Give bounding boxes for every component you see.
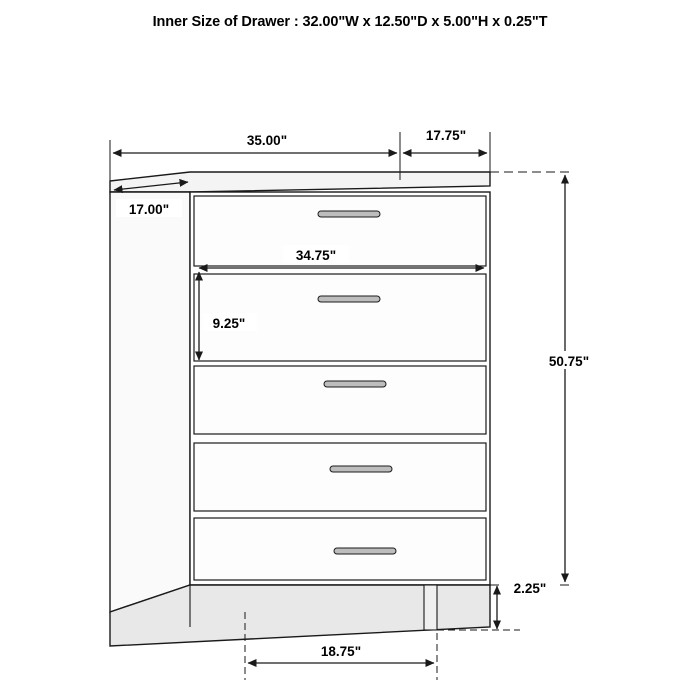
drawer-handle-2 [318,296,380,302]
dimension-label-top-width: 35.00" [246,133,288,148]
chest-left-side-panel [110,192,190,612]
dimension-label-top-depth: 17.75" [425,128,467,143]
drawer-front-3 [194,366,486,434]
drawer-handle-1 [318,211,380,217]
dimension-base-width [248,641,434,663]
chest-top-panel [110,172,490,192]
dimension-foot-height [497,578,559,629]
dimension-label-base-width: 18.75" [320,644,362,659]
dimension-label-overall-height: 50.75" [548,354,590,369]
drawer-handle-5 [334,548,396,554]
dimension-label-side-depth: 17.00" [128,202,170,217]
dimension-top-depth [403,125,487,153]
drawer-handle-3 [324,381,386,387]
dimension-label-drawer-height: 9.25" [212,316,246,331]
chest-foot-right [424,585,437,630]
drawer-front-4 [194,443,486,511]
drawer-handle-4 [330,466,392,472]
dimension-label-foot-height: 2.25" [513,581,547,596]
dimension-overall-height [538,175,600,582]
page-title: Inner Size of Drawer : 32.00"W x 12.50"D x 5.00"H x 0.25"T [152,14,548,30]
dimension-top-width [113,130,397,153]
dimension-label-drawer-width: 34.75" [295,248,337,263]
chest-body [110,172,490,646]
